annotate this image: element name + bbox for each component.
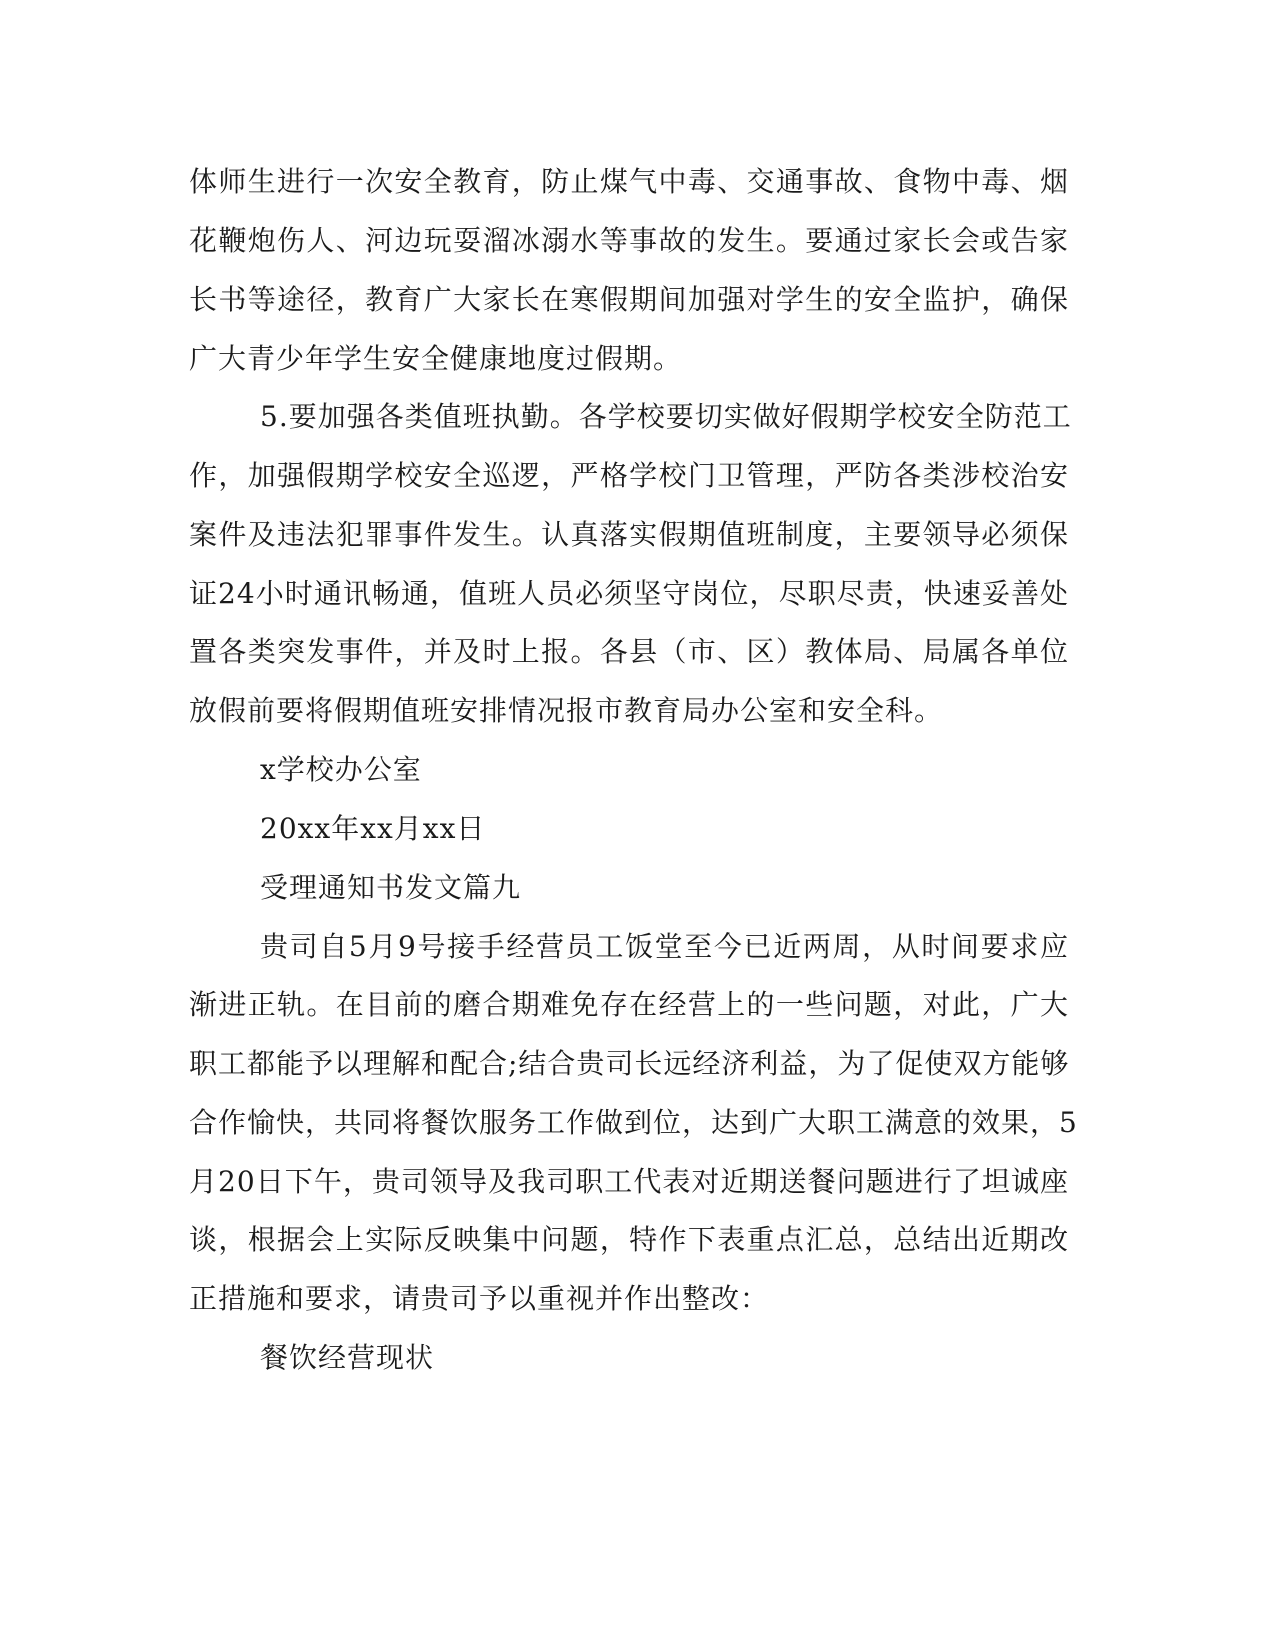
- text-line: 作，加强假期学校安全巡逻，严格学校门卫管理，严防各类涉校治安: [189, 459, 1069, 492]
- text-line: 月20日下午，贵司领导及我司职工代表对近期送餐问题进行了坦诚座: [189, 1165, 1069, 1198]
- text-line: 5.要加强各类值班执勤。各学校要切实做好假期学校安全防范工: [260, 400, 1072, 433]
- text-line: 体师生进行一次安全教育，防止煤气中毒、交通事故、食物中毒、烟: [189, 165, 1069, 198]
- text-line: 置各类突发事件，并及时上报。各县（市、区）教体局、局属各单位: [189, 635, 1069, 668]
- text-line: 证24小时通讯畅通，值班人员必须坚守岗位，尽职尽责，快速妥善处: [189, 577, 1069, 610]
- text-line: 花鞭炮伤人、河边玩耍溜冰溺水等事故的发生。要通过家长会或告家: [189, 224, 1069, 257]
- date-line: 20xx年xx月xx日: [260, 812, 486, 845]
- text-line: 谈，根据会上实际反映集中问题，特作下表重点汇总，总结出近期改: [189, 1223, 1069, 1256]
- issuer-line: x学校办公室: [260, 753, 422, 786]
- section-title: 受理通知书发文篇九: [260, 871, 522, 904]
- text-line: 广大青少年学生安全健康地度过假期。: [189, 342, 683, 375]
- text-line: 案件及违法犯罪事件发生。认真落实假期值班制度，主要领导必须保: [189, 518, 1069, 551]
- text-line: 长书等途径，教育广大家长在寒假期间加强对学生的安全监护，确保: [189, 283, 1069, 316]
- text-line: 正措施和要求，请贵司予以重视并作出整改：: [189, 1282, 770, 1315]
- subheading: 餐饮经营现状: [260, 1341, 435, 1374]
- text-line: 合作愉快，共同将餐饮服务工作做到位，达到广大职工满意的效果，5: [189, 1106, 1078, 1139]
- text-line: 职工都能予以理解和配合;结合贵司长远经济利益，为了促使双方能够: [189, 1047, 1070, 1080]
- text-line: 渐进正轨。在目前的磨合期难免存在经营上的一些问题，对此，广大: [189, 988, 1069, 1021]
- text-line: 放假前要将假期值班安排情况报市教育局办公室和安全科。: [189, 694, 944, 727]
- text-line: 贵司自5月9号接手经营员工饭堂至今已近两周，从时间要求应: [260, 930, 1069, 963]
